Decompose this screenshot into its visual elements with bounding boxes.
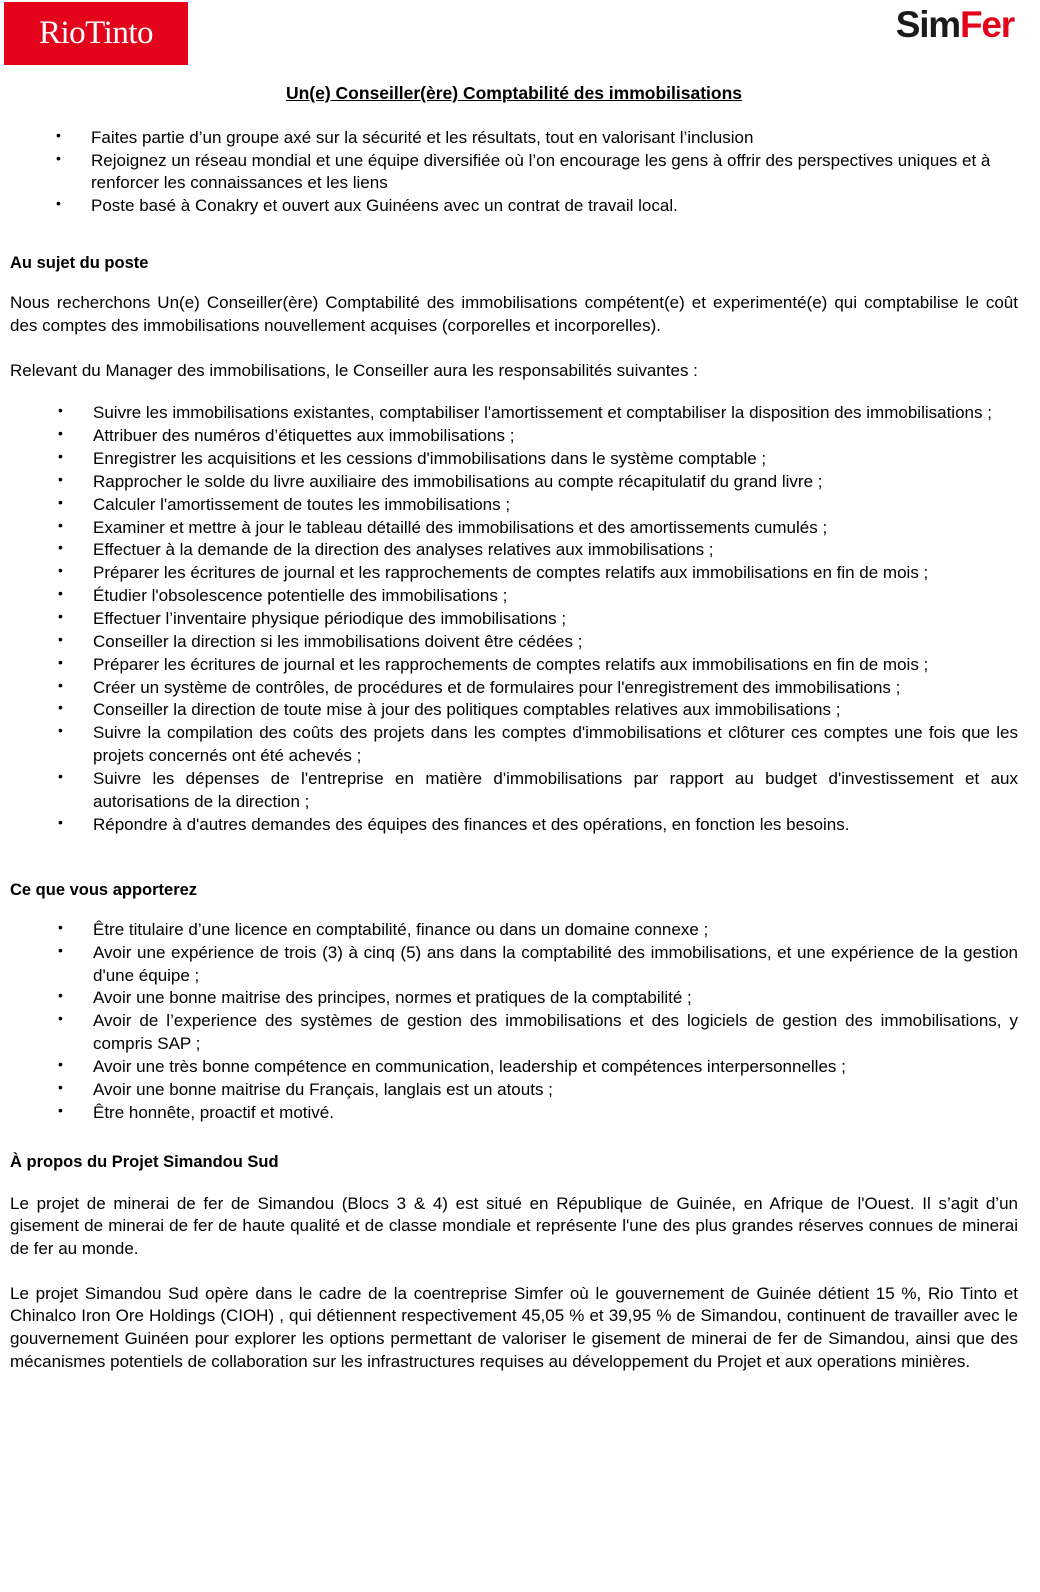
list-item: • Calculer l'amortissement de toutes les immobilisations ; xyxy=(10,494,1018,517)
requirements-bullet-list xyxy=(10,919,1018,1125)
riotinto-logo xyxy=(4,2,188,65)
intro-bullet-list xyxy=(10,127,1018,218)
paragraph: Relevant du Manager des immobilisations, le Conseiller aura les responsabilités suivantes : xyxy=(10,360,698,380)
list-item: • Étudier l'obsolescence potentielle des immobilisations ; xyxy=(10,585,1018,608)
document-body xyxy=(0,82,1040,1395)
paragraph: Le projet de minerai de fer de Simandou (Blocs 3 & 4) est situé en République de Guinée, en Afrique de l'Ouest. Il s’agit d’un gisement de minerai de fer de haute qualité et de classe mondiale et représente l'une des plus grandes réserves connues de minerai de fer au monde. xyxy=(10,1193,1018,1259)
list-item: • Effectuer l’inventaire physique périodique des immobilisations ; xyxy=(10,608,1018,631)
simfer-logo-sim: Sim xyxy=(895,4,961,45)
section-heading-ce-que-vous-apporterez: Ce que vous apporterez xyxy=(10,880,198,899)
list-item: • Suivre les immobilisations existantes, comptabiliser l'amortissement et comptabiliser la disposition des immobilisations ; xyxy=(10,402,1018,425)
list-item: • Attribuer des numéros d’étiquettes aux immobilisations ; xyxy=(10,425,1018,448)
list-item: • Examiner et mettre à jour le tableau détaillé des immobilisations et des amortissements cumulés ; xyxy=(10,517,1018,540)
list-item: • Avoir une bonne maitrise des principes, normes et pratiques de la comptabilité ; xyxy=(10,987,1018,1010)
list-item: • Conseiller la direction si les immobilisations doivent être cédées ; xyxy=(10,631,1018,654)
page-title: Un(e) Conseiller(ère) Comptabilité des immobilisations xyxy=(285,83,743,103)
list-item: • Effectuer à la demande de la direction des analyses relatives aux immobilisations ; xyxy=(10,539,1018,562)
list-item: • Suivre la compilation des coûts des projets dans les comptes d'immobilisations et clôturer ces comptes une fois que les projets concernés ont été achevés ; xyxy=(10,722,1018,768)
list-item: • Conseiller la direction de toute mise à jour des politiques comptables relatives aux immobilisations ; xyxy=(10,699,1018,722)
section-heading-au-sujet-du-poste: Au sujet du poste xyxy=(10,254,149,273)
section-heading-a-propos-du-projet: À propos du Projet Simandou Sud xyxy=(10,1152,279,1171)
list-item: • Rapprocher le solde du livre auxiliaire des immobilisations au compte récapitulatif du grand livre ; xyxy=(10,471,1018,494)
list-item: • Avoir de l’experience des systèmes de gestion des immobilisations et des logiciels de gestion des immobilisations, y compris SAP ; xyxy=(10,1010,1018,1056)
list-item: • Faites partie d’un groupe axé sur la sécurité et les résultats, tout en valorisant l’inclusion xyxy=(10,127,1018,150)
paragraph: Le projet Simandou Sud opère dans le cadre de la coentreprise Simfer où le gouvernement de Guinée détient 15 %, Rio Tinto et Chinalco Iron Ore Holdings (CIOH) , qui détiennent respectivement 45,05 % et 39,95 % de Simandou, continuent de travailler avec le gouvernement Guinéen pour explorer les options permettant de valoriser le gisement de minerai de fer de Simandou, ainsi que des mécanismes potentiels de collaboration sur les infrastructures requises au développement du Projet et aux operations minières. xyxy=(10,1283,1018,1371)
riotinto-logo-text: RioTinto xyxy=(38,15,153,51)
responsibilities-bullet-list xyxy=(10,402,1018,836)
list-item: • Répondre à d'autres demandes des équipes des finances et des opérations, en fonction les besoins. xyxy=(10,814,1018,837)
list-item: • Rejoignez un réseau mondial et une équipe diversifiée où l’on encourage les gens à offrir des perspectives uniques et à renforcer les connaissances et les liens xyxy=(10,150,1018,196)
list-item: • Préparer les écritures de journal et les rapprochements de comptes relatifs aux immobilisations en fin de mois ; xyxy=(10,562,1018,585)
list-item: • Être titulaire d’une licence en comptabilité, finance ou dans un domaine connexe ; xyxy=(10,919,1018,942)
list-item: • Créer un système de contrôles, de procédures et de formulaires pour l'enregistrement des immobilisations ; xyxy=(10,677,1018,700)
paragraph: Nous recherchons Un(e) Conseiller(ère) Comptabilité des immobilisations compétent(e) et experimenté(e) qui comptabilise le coût des comptes des immobilisations nouvellement acquises (corporelles et incorporelles). xyxy=(10,293,1018,336)
list-item: • Être honnête, proactif et motivé. xyxy=(10,1102,1018,1125)
simfer-logo xyxy=(896,6,1014,43)
list-item: • Poste basé à Conakry et ouvert aux Guinéens avec un contrat de travail local. xyxy=(10,195,1018,218)
list-item: • Préparer les écritures de journal et les rapprochements de comptes relatifs aux immobilisations en fin de mois ; xyxy=(10,654,1018,677)
list-item: • Avoir une expérience de trois (3) à cinq (5) ans dans la comptabilité des immobilisations, et une expérience de la gestion d'une équipe ; xyxy=(10,942,1018,988)
list-item: • Enregistrer les acquisitions et les cessions d'immobilisations dans le système comptable ; xyxy=(10,448,1018,471)
list-item: • Avoir une très bonne compétence en communication, leadership et compétences interpersonnelles ; xyxy=(10,1056,1018,1079)
list-item: • Avoir une bonne maitrise du Français, langlais est un atouts ; xyxy=(10,1079,1018,1102)
simfer-logo-fer: Fer xyxy=(960,4,1014,45)
list-item: • Suivre les dépenses de l'entreprise en matière d'immobilisations par rapport au budget d'investissement et aux autorisations de la direction ; xyxy=(10,768,1018,814)
